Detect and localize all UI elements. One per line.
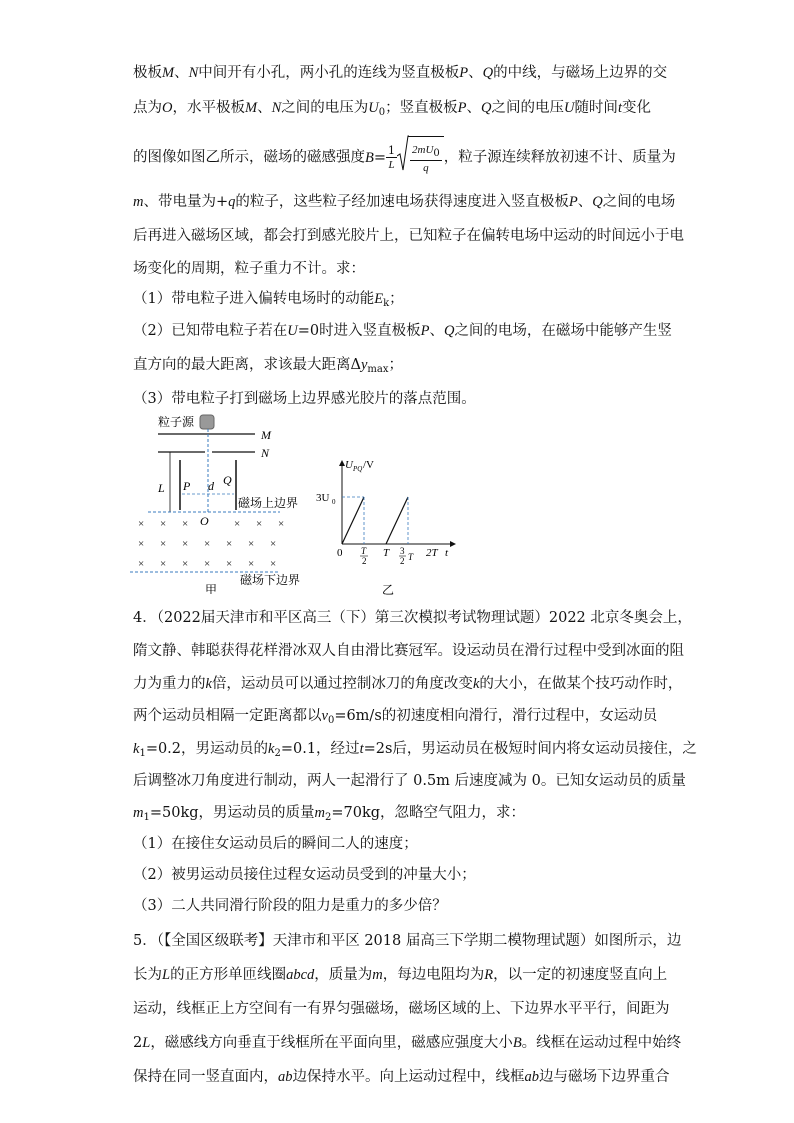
svg-text:甲: 甲 [205, 583, 218, 594]
problem-5-header: 5．（【全国区级联考】天津市和平区 2018 届高三下学期二模物理试题）如图所示，边 [133, 933, 682, 949]
svg-text:M: M [261, 428, 271, 442]
voltage-ramp-2 [386, 497, 408, 544]
svg-text:2: 2 [400, 556, 405, 566]
question-3: （3）带电粒子打到磁场上边界感光胶片的落点范围。 [133, 391, 476, 407]
svg-text:3: 3 [400, 546, 405, 556]
svg-text:T: T [361, 546, 367, 556]
svg-text:×: × [270, 538, 277, 550]
svg-text:t: t [445, 547, 449, 559]
svg-text:×: × [204, 558, 211, 570]
svg-text:L: L [158, 481, 165, 495]
svg-text:T: T [408, 552, 414, 562]
svg-text:×: × [160, 538, 167, 550]
svg-text:磁场下边界: 磁场下边界 [240, 573, 301, 587]
svg-text:0: 0 [337, 547, 343, 559]
svg-text:×: × [138, 558, 145, 570]
problem-4-question-2: （2）被男运动员接住过程女运动员受到的冲量大小； [133, 867, 476, 883]
problem-4-question-3: （3）二人共同滑行阶段的阻力是重力的多少倍？ [133, 898, 447, 914]
svg-text:×: × [160, 558, 167, 570]
svg-text:×: × [278, 518, 285, 530]
text-line-25: 保持在同一竖直面内，ab边保持水平。向上运动过程中，线框ab边与磁场下边界重合 [133, 1069, 670, 1085]
svg-text:×: × [226, 558, 233, 570]
question-2-line-1: （2）已知带电粒子若在U=0时进入竖直极板P、Q之间的电场，在磁场中能够产生竖 [133, 323, 672, 339]
svg-text:/V: /V [363, 459, 374, 471]
text-line-5: 后再进入磁场区域，都会打到感光胶片上，已知粒子在偏转电场中运动的时间远小于电 [133, 228, 684, 244]
svg-text:磁场上边界: 磁场上边界 [238, 496, 299, 510]
particle-source-icon [200, 415, 214, 429]
svg-text:×: × [270, 558, 277, 570]
svg-text:N: N [261, 446, 270, 460]
magnetic-field-crosses [138, 518, 284, 570]
svg-text:×: × [204, 538, 211, 550]
figure-jia [130, 412, 310, 594]
svg-text:2T: 2T [426, 547, 438, 559]
text-line-2: 点为O，水平极板M、N之间的电压为$U_0$；竖直极板P、Q之间的电压U随时间t变化 [133, 100, 651, 118]
svg-text:×: × [138, 518, 145, 530]
magnetic-field-formula: B= $\frac{1}{L}$ $\frac{2mU0}{q}$ [365, 150, 444, 166]
svg-text:2: 2 [362, 556, 367, 566]
svg-text:×: × [248, 538, 255, 550]
problem-4-header: 4．（2022届天津市和平区高三（下）第三次模拟考试物理试题）2022 北京冬奥会上， [133, 610, 692, 626]
svg-text:×: × [160, 518, 167, 530]
text-line-6: 场变化的周期，粒子重力不计。求： [133, 261, 365, 277]
problem-4-question-1: （1）在接住女运动员后的瞬间二人的速度； [133, 836, 418, 852]
svg-text:O: O [200, 514, 209, 528]
question-1: （1）带电粒子进入偏转电场时的动能$E_k$； [133, 291, 404, 309]
svg-text:乙: 乙 [382, 583, 395, 596]
figure-yi [312, 456, 462, 596]
svg-text:U: U [345, 459, 353, 471]
svg-text:PQ: PQ [353, 465, 363, 473]
text-line-24: 2L，磁感线方向垂直于线框所在平面向里，磁感应强度大小B。线框在运动过程中始终 [133, 1035, 682, 1051]
text-line-15: $k_1=0.2$，男运动员的$k_2=0.1$，经过t=2s后，男运动员在极短时间内将女运动员接住，之 [133, 741, 697, 759]
text-line-3: 的图像如图乙所示，磁场的磁感强度B= $\frac{1}{L}$ $\frac{2mU0}{q}$ ，粒子源连续释放初速不计、质量为 [133, 136, 676, 176]
svg-text:×: × [182, 538, 189, 550]
svg-text:×: × [234, 518, 241, 530]
text-line-22: 长为L的正方形单匝线圈abcd，质量为m，每边电阻均为R，以一定的初速度竖直向上 [133, 967, 668, 983]
svg-text:×: × [182, 558, 189, 570]
svg-text:×: × [256, 518, 263, 530]
text-line-14: 两个运动员相隔一定距离都以$v_0=6m/s$的初速度相向滑行，滑行过程中，女运动员 [133, 708, 658, 726]
voltage-ramp-1 [342, 497, 364, 544]
text-line-17: $m_1=50kg$，男运动员的质量$m_2=70kg$，忽略空气阻力，求： [133, 805, 526, 823]
text-line-16: 后调整冰刀角度进行制动，两人一起滑行了 0.5m 后速度减为 0。已知女运动员的质量 [133, 773, 686, 789]
text-line-12: 隋文静、韩聪获得花样滑冰双人自由滑比赛冠军。设运动员在滑行过程中受到冰面的阻 [133, 643, 684, 659]
text-line-23: 运动，线框正上方空间有一有界匀强磁场，磁场区域的上、下边界水平平行，间距为 [133, 1001, 670, 1017]
svg-text:3U: 3U [316, 492, 330, 504]
svg-text:×: × [248, 558, 255, 570]
text-line-1: 极板M、N中间开有小孔，两小孔的连线为竖直极板P、Q的中线，与磁场上边界的交 [133, 65, 668, 81]
particle-source-label: 粒子源 [158, 415, 195, 429]
svg-text:0: 0 [332, 498, 336, 506]
text-line-4: m、带电量为+q的粒子，这些粒子经加速电场获得速度进入竖直极板P、Q之间的电场 [133, 194, 676, 210]
svg-text:d: d [208, 479, 214, 493]
svg-text:T: T [383, 547, 390, 559]
svg-text:×: × [182, 518, 189, 530]
svg-text:Q: Q [223, 473, 232, 487]
svg-text:P: P [183, 479, 191, 493]
question-2-line-2: 直方向的最大距离，求该最大距离$\Delta y_{max}$； [133, 357, 404, 375]
svg-text:×: × [138, 538, 145, 550]
svg-text:×: × [226, 538, 233, 550]
text-line-13: 力为重力的k倍，运动员可以通过控制冰刀的角度改变k的大小，在做某个技巧动作时， [133, 676, 683, 692]
